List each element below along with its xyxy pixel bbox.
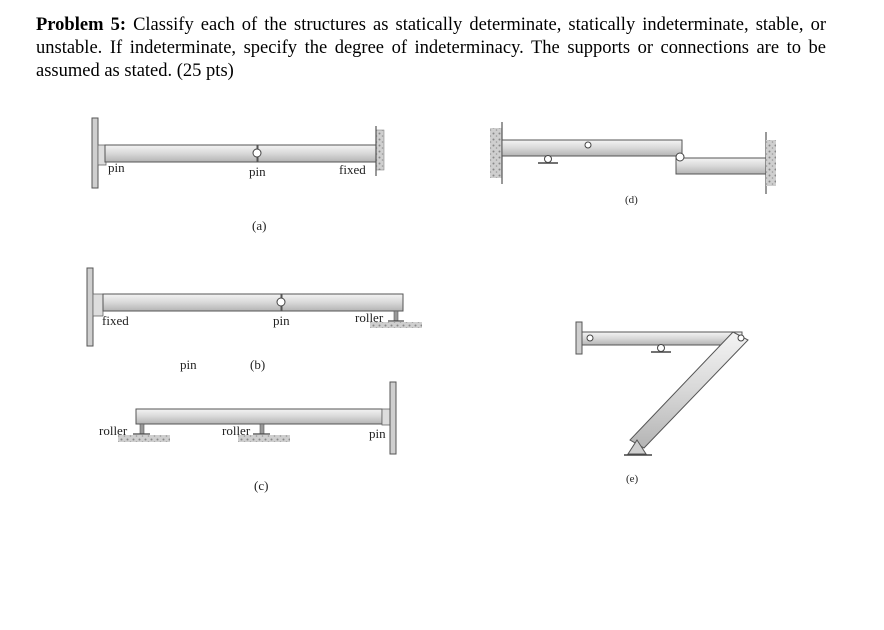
roller-b [394, 311, 398, 321]
roller-c-mid [260, 424, 264, 434]
caption-d: (d) [625, 194, 638, 206]
wall-c-right [390, 382, 396, 454]
figure-e [576, 322, 748, 455]
caption-e: (e) [626, 473, 639, 485]
figure-b [87, 268, 422, 346]
label-b-roller: roller [355, 310, 384, 325]
label-c-roller-left: roller [99, 423, 128, 438]
roller-e [658, 345, 665, 352]
problem-heading: Problem 5: [36, 15, 126, 35]
pin-support-c [382, 409, 390, 425]
figure-c [118, 382, 396, 454]
pin-connection-b [277, 298, 285, 306]
pin-connection-d [585, 142, 591, 148]
hinge-d [676, 153, 684, 161]
label-c-roller-mid: roller [222, 423, 251, 438]
caption-a: (a) [252, 218, 267, 233]
beam-e-diagonal [630, 332, 748, 448]
beam-b-2 [282, 294, 403, 311]
roller-c-left [140, 424, 144, 434]
pin-e-left [587, 335, 593, 341]
wall-a-left [92, 118, 98, 188]
beam-a-1 [105, 145, 257, 162]
caption-c: (c) [254, 478, 269, 493]
label-a-pin-mid: pin [249, 164, 266, 179]
figure-d [490, 122, 776, 194]
label-a-pin-left: pin [108, 160, 125, 175]
fixed-wall-a [376, 130, 384, 170]
caption-b: (b) [250, 357, 266, 372]
wall-b-left [87, 268, 93, 346]
beam-d-1 [502, 140, 682, 156]
fixed-wall-d-left [490, 128, 502, 178]
wall-e [576, 322, 582, 354]
label-b-pin-below: pin [180, 357, 197, 372]
beam-d-2 [676, 158, 766, 174]
fixed-wall-d-right [766, 140, 776, 186]
roller-d [545, 156, 552, 163]
beam-a-2 [258, 145, 376, 162]
label-c-pin: pin [369, 426, 386, 441]
label-b-pin: pin [273, 313, 290, 328]
beam-b-1 [103, 294, 281, 311]
label-b-fixed: fixed [102, 313, 129, 328]
pin-e-corner [738, 335, 744, 341]
problem-text: Classify each of the structures as statically determinate, statically indeterminate, stable, or unstable. If indeterminate, specify the degree of indeterminacy. The supports or connections are to be assumed as stated. (25 pts) [36, 15, 826, 81]
beam-c [136, 409, 382, 424]
pin-connection-a [253, 149, 261, 157]
beam-e-top [582, 332, 742, 345]
label-a-fixed: fixed [339, 162, 366, 177]
